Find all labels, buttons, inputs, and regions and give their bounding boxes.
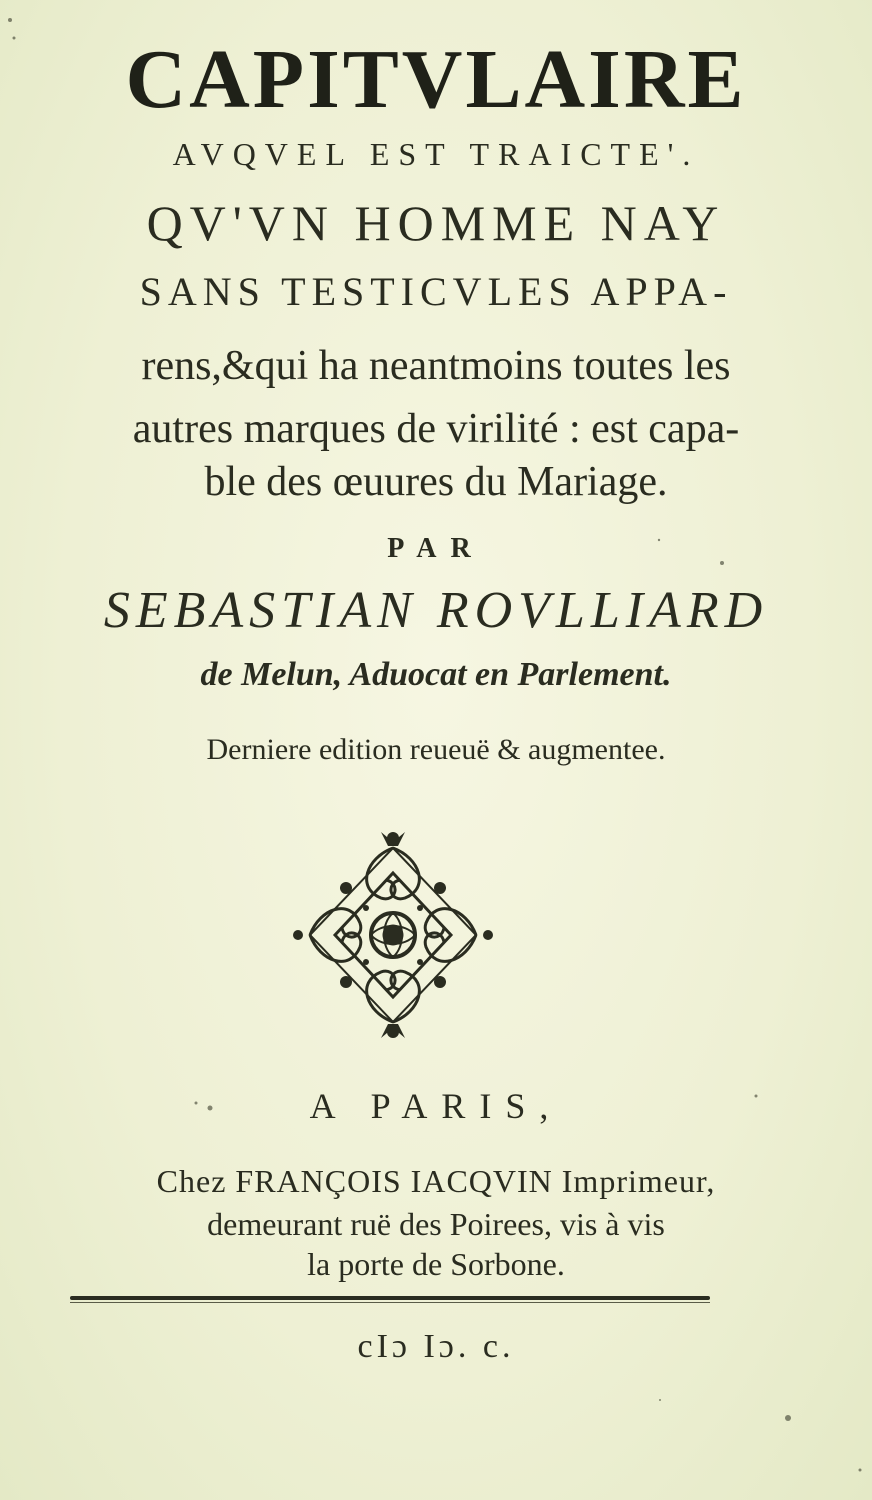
edition-note: Derniere edition reueuë & augmentee.: [206, 733, 666, 766]
body-line-2: autres marques de virilité : est capa-: [132, 406, 740, 452]
heading-line-2: SANS TESTICVLES APPA-: [139, 269, 733, 314]
author-origin: de Melun, Aduocat en Parlement.: [200, 656, 672, 693]
imprint-address-2: la porte de Sorbone.: [307, 1246, 565, 1282]
par-label: PAR: [387, 533, 485, 564]
horizontal-rule: [70, 1296, 710, 1300]
horizontal-rule-thin: [70, 1302, 710, 1303]
book-subtitle: AVQVEL EST TRAICTE'.: [172, 136, 700, 172]
imprint-address: demeurant ruë des Poirees, vis à vis: [207, 1206, 665, 1242]
body-line-3: ble des œuures du Mariage.: [204, 459, 668, 505]
imprint-printer: Chez FRANÇOIS IACQVIN Imprimeur,: [156, 1163, 716, 1199]
book-title: CAPITVLAIRE: [125, 33, 747, 126]
imprint-date: cIɔ Iɔ. c.: [357, 1328, 515, 1365]
printers-fleuron-ornament-icon: [286, 828, 500, 1042]
imprint-place: A PARIS,: [309, 1086, 563, 1126]
author-name: SEBASTIAN ROVLLIARD: [103, 582, 769, 639]
body-line-1: rens,&qui ha neantmoins toutes les: [141, 343, 731, 389]
heading-line-1: QV'VN HOMME NAY: [146, 195, 726, 251]
